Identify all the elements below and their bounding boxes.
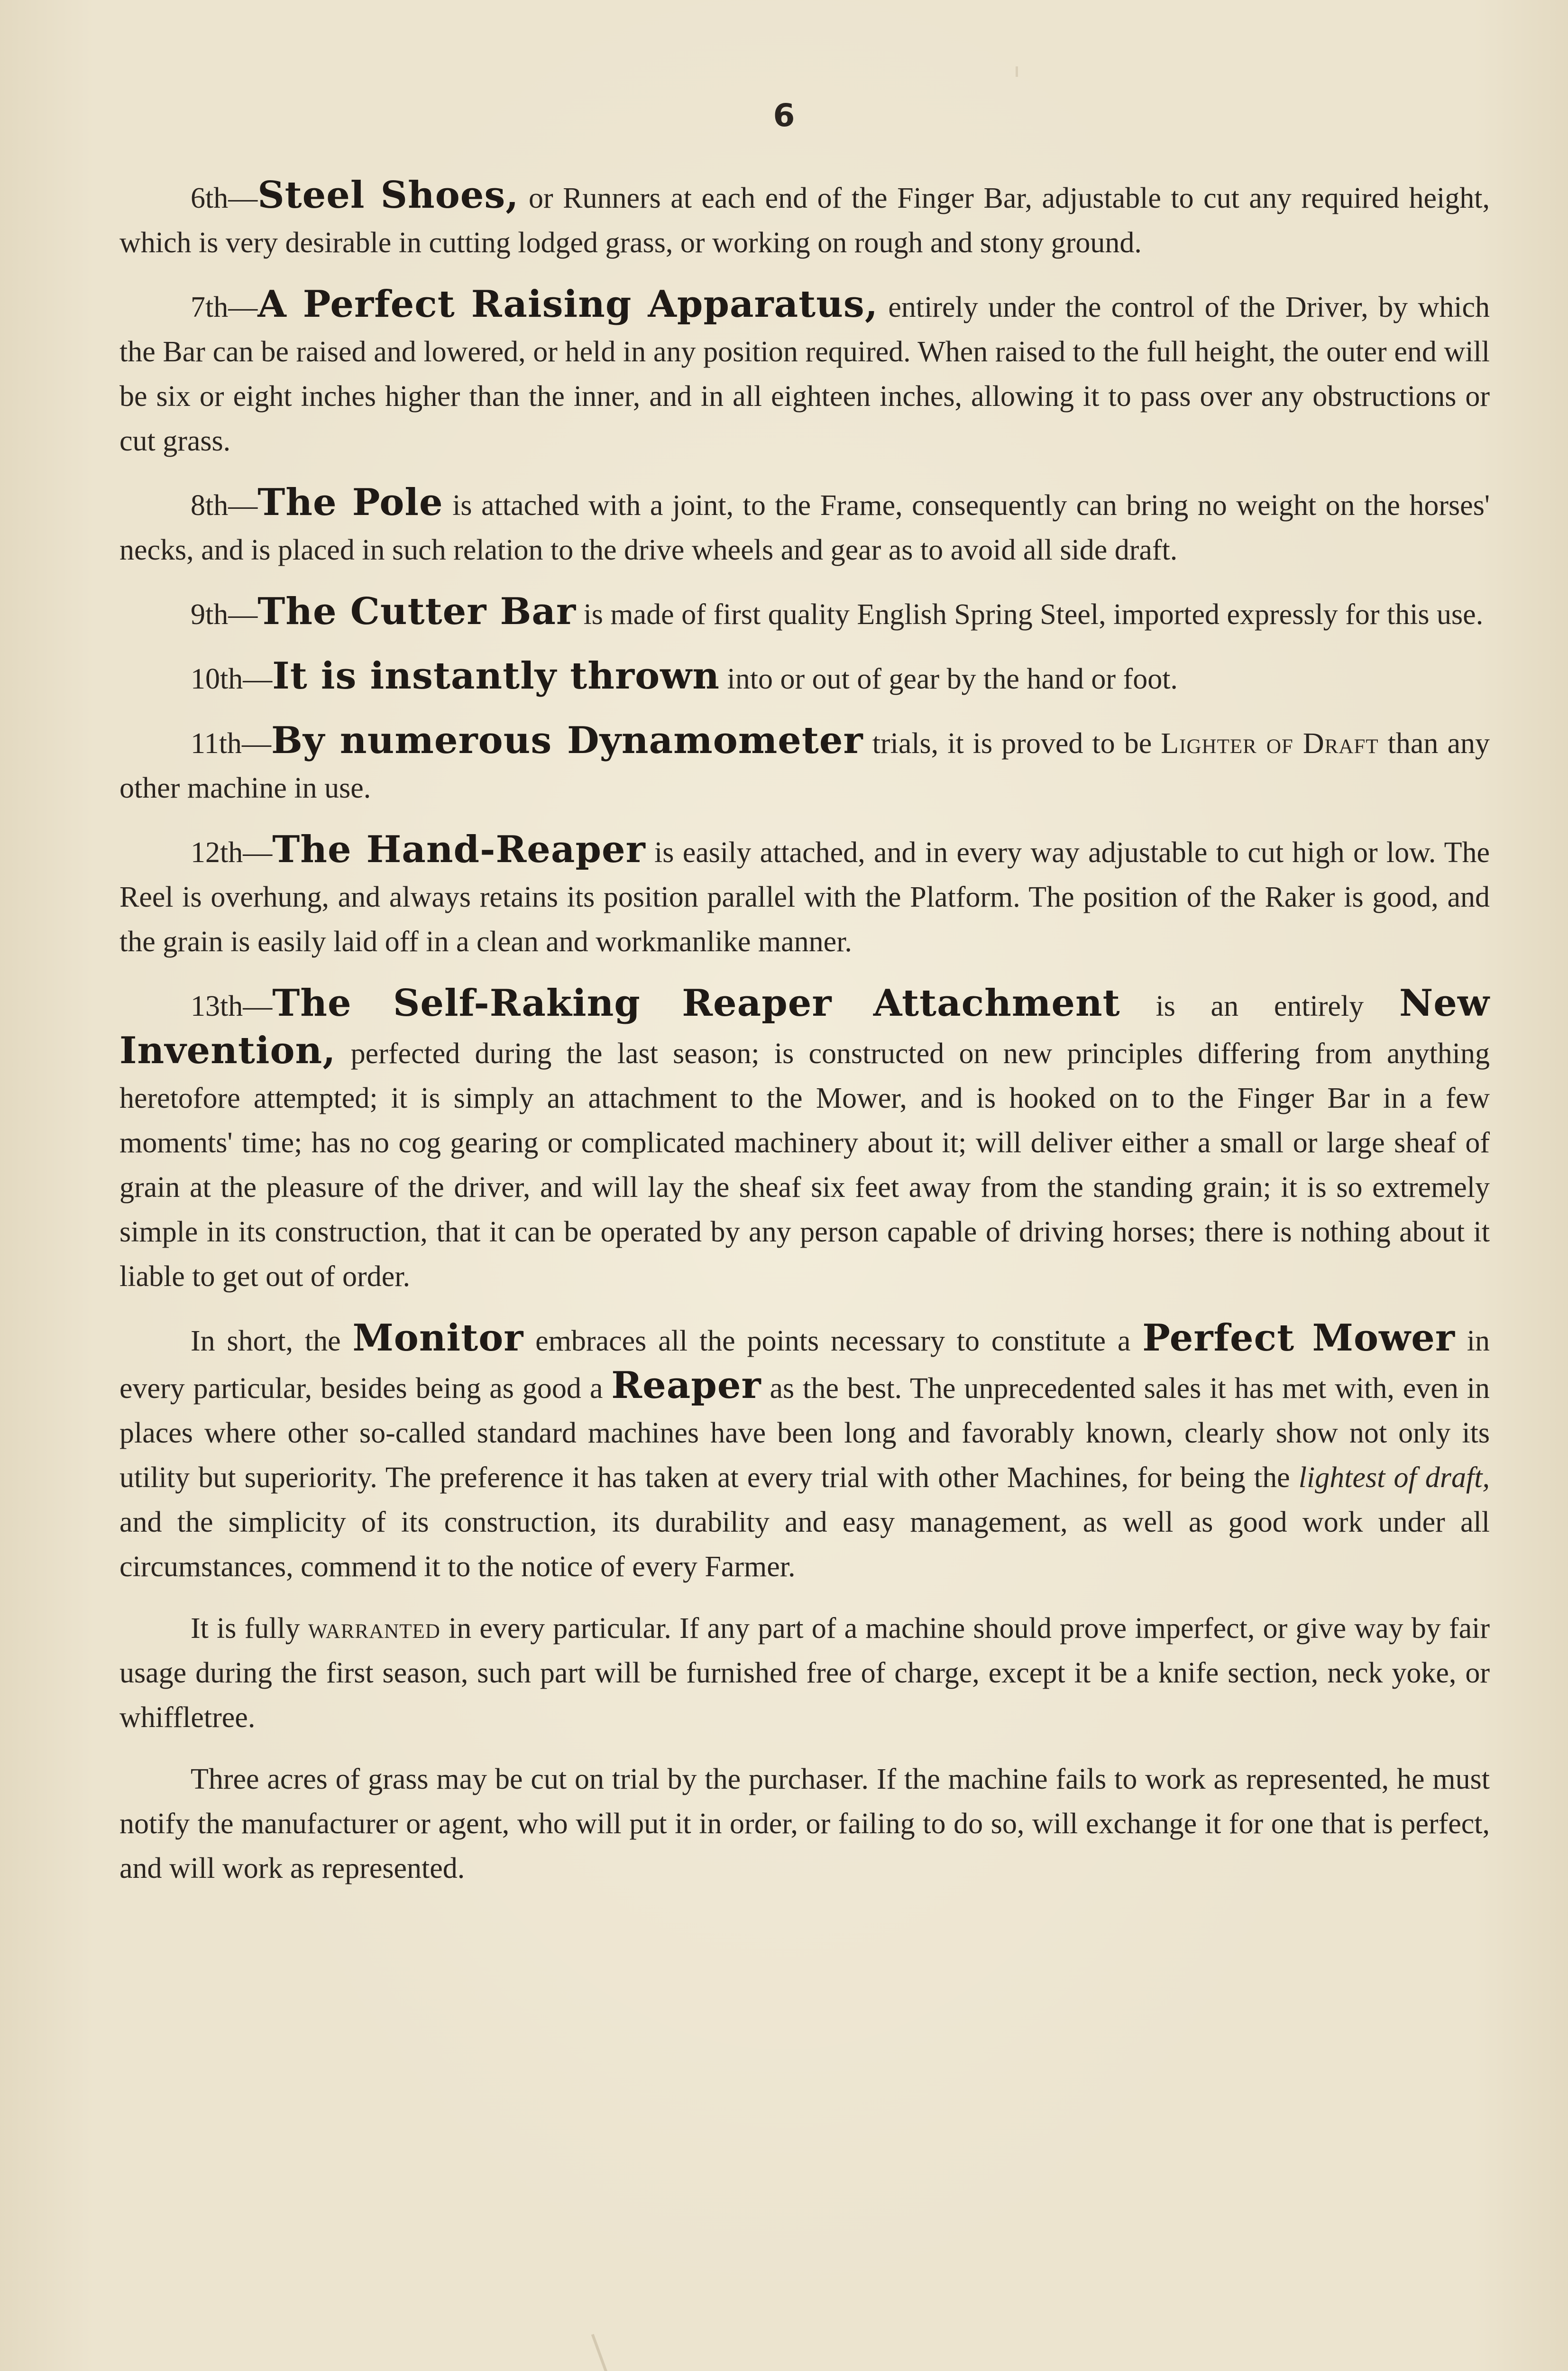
- item-dash: —: [228, 489, 258, 522]
- summary-paragraph: [119, 1316, 1490, 1589]
- item-text-continued: than any other machine in use.: [119, 727, 1490, 804]
- item-text: is attached with a joint, to the Frame, consequently can bring no weight on the horses' necks, and is placed in such relation to the drive wheels and gear as to avoid all side draft.: [119, 489, 1490, 566]
- item-6th: [119, 173, 1490, 265]
- item-heading: A Perfect Raising Apparatus,: [257, 283, 878, 326]
- warranty-text: in every particular. If any part of a machine should prove imperfect, or give way by fair usage during the first season, such part will be furnished free of charge, except it be a knife section, neck yoke, or whiffletree.: [119, 1612, 1490, 1734]
- item-text: entirely under the control of the Driver, by which the Bar can be raised and lowered, or held in any position required. When raised to the full height, the outer end will be six or eight inches higher than the inner, and in all eighteen inches, allowing it to pass over any obstructions or cut grass.: [119, 291, 1490, 457]
- item-heading: The Cutter Bar: [257, 590, 577, 633]
- item-number: 7th: [191, 291, 229, 323]
- body-text: [119, 173, 1490, 1908]
- item-heading: It is instantly thrown: [272, 654, 720, 698]
- summary-text: and the simplicity of its construction, its durability and easy management, as well as good work under all circumstances, commend it to the notice of every Farmer.: [119, 1506, 1490, 1583]
- item-text: is an entirely: [1120, 990, 1399, 1022]
- item-7th: [119, 282, 1490, 463]
- item-number: 11th: [191, 727, 242, 760]
- item-dash: —: [243, 836, 273, 869]
- warranty-text: It is fully: [191, 1612, 308, 1645]
- item-dash: —: [228, 182, 258, 214]
- summary-heading-monitor: Monitor: [352, 1316, 524, 1360]
- item-heading: The Pole: [257, 481, 443, 524]
- item-text: or Runners at each end of the Finger Bar, adjustable to cut any required height, which is very desirable in cutting lodged grass, or working on rough and stony ground.: [119, 182, 1490, 259]
- item-small-caps: Lighter of Draft: [1161, 727, 1379, 760]
- item-dash: —: [243, 990, 273, 1022]
- item-text: trials, it is proved to be: [863, 727, 1161, 760]
- page-number: 6: [773, 97, 795, 134]
- item-11th: [119, 718, 1490, 810]
- paper-mark: [591, 2334, 608, 2371]
- item-heading: The Hand-Reaper: [272, 828, 646, 871]
- warranty-paragraph: [119, 1606, 1490, 1740]
- item-text: is easily attached, and in every way adjustable to cut high or low. The Reel is overhung, and always retains its position parallel with the Platform. The position of the Raker is good, and the grain is easily laid off in a clean and workmanlike manner.: [119, 836, 1490, 958]
- item-heading: By numerous Dynamometer: [271, 719, 863, 762]
- summary-italic: lightest of draft,: [1298, 1461, 1490, 1494]
- item-heading: The Self-Raking Reaper Attachment: [272, 982, 1120, 1025]
- item-dash: —: [243, 663, 273, 695]
- item-dash: —: [241, 727, 271, 760]
- paper-mark: [1016, 66, 1018, 77]
- item-number: 8th: [191, 489, 229, 522]
- item-10th: [119, 654, 1490, 701]
- item-number: 10th: [191, 663, 243, 695]
- item-number: 6th: [191, 182, 229, 214]
- summary-heading-reaper: Reaper: [611, 1364, 761, 1407]
- trial-paragraph: Three acres of grass may be cut on trial by the purchaser. If the machine fails to work as represented, he must notify the manufacturer or agent, who will put it in order, or failing to do so, will exchange it for one that is perfect, and will work as represented.: [119, 1763, 1490, 1884]
- item-dash: —: [228, 291, 258, 323]
- summary-text: as the best. The unprecedented sales it has met with, even in places where other so-called standard machines have been long and favorably known, clearly show not only its utility but superiority. The preference it has taken at every trial with other Machines, for being the: [119, 1372, 1490, 1494]
- item-text-continued: perfected during the last season; is constructed on new principles differing from anything heretofore attempted; it is simply an attachment to the Mower, and is hooked on to the Finger Bar in a few moments' time; has no cog gearing or complicated machinery about it; will deliver either a small or large sheaf of grain at the pleasure of the driver, and will lay the sheaf six feet away from the standing grain; it is so extremely simple in its construction, that it can be operated by any person capable of driving horses; there is nothing about it liable to get out of order.: [119, 1038, 1490, 1293]
- item-number: 9th: [191, 598, 229, 631]
- item-number: 13th: [191, 990, 243, 1022]
- item-dash: —: [228, 598, 258, 631]
- item-9th: [119, 589, 1490, 637]
- item-8th: [119, 480, 1490, 572]
- summary-text: In short, the: [191, 1325, 353, 1357]
- item-text: into or out of gear by the hand or foot.: [720, 663, 1178, 695]
- item-heading: Steel Shoes,: [257, 174, 519, 217]
- summary-heading-perfect-mower: Perfect Mower: [1142, 1316, 1455, 1360]
- summary-text: embraces all the points necessary to constitute a: [523, 1325, 1143, 1357]
- item-number: 12th: [191, 836, 243, 869]
- warranty-small-caps: warranted: [308, 1612, 440, 1645]
- item-13th: [119, 981, 1490, 1299]
- summary-text: in every particular, besides being as good a: [119, 1325, 1490, 1405]
- item-12th: [119, 827, 1490, 964]
- item-heading-secondary: New Invention,: [119, 982, 1490, 1072]
- item-text: is made of first quality English Spring Steel, imported expressly for this use.: [576, 598, 1484, 631]
